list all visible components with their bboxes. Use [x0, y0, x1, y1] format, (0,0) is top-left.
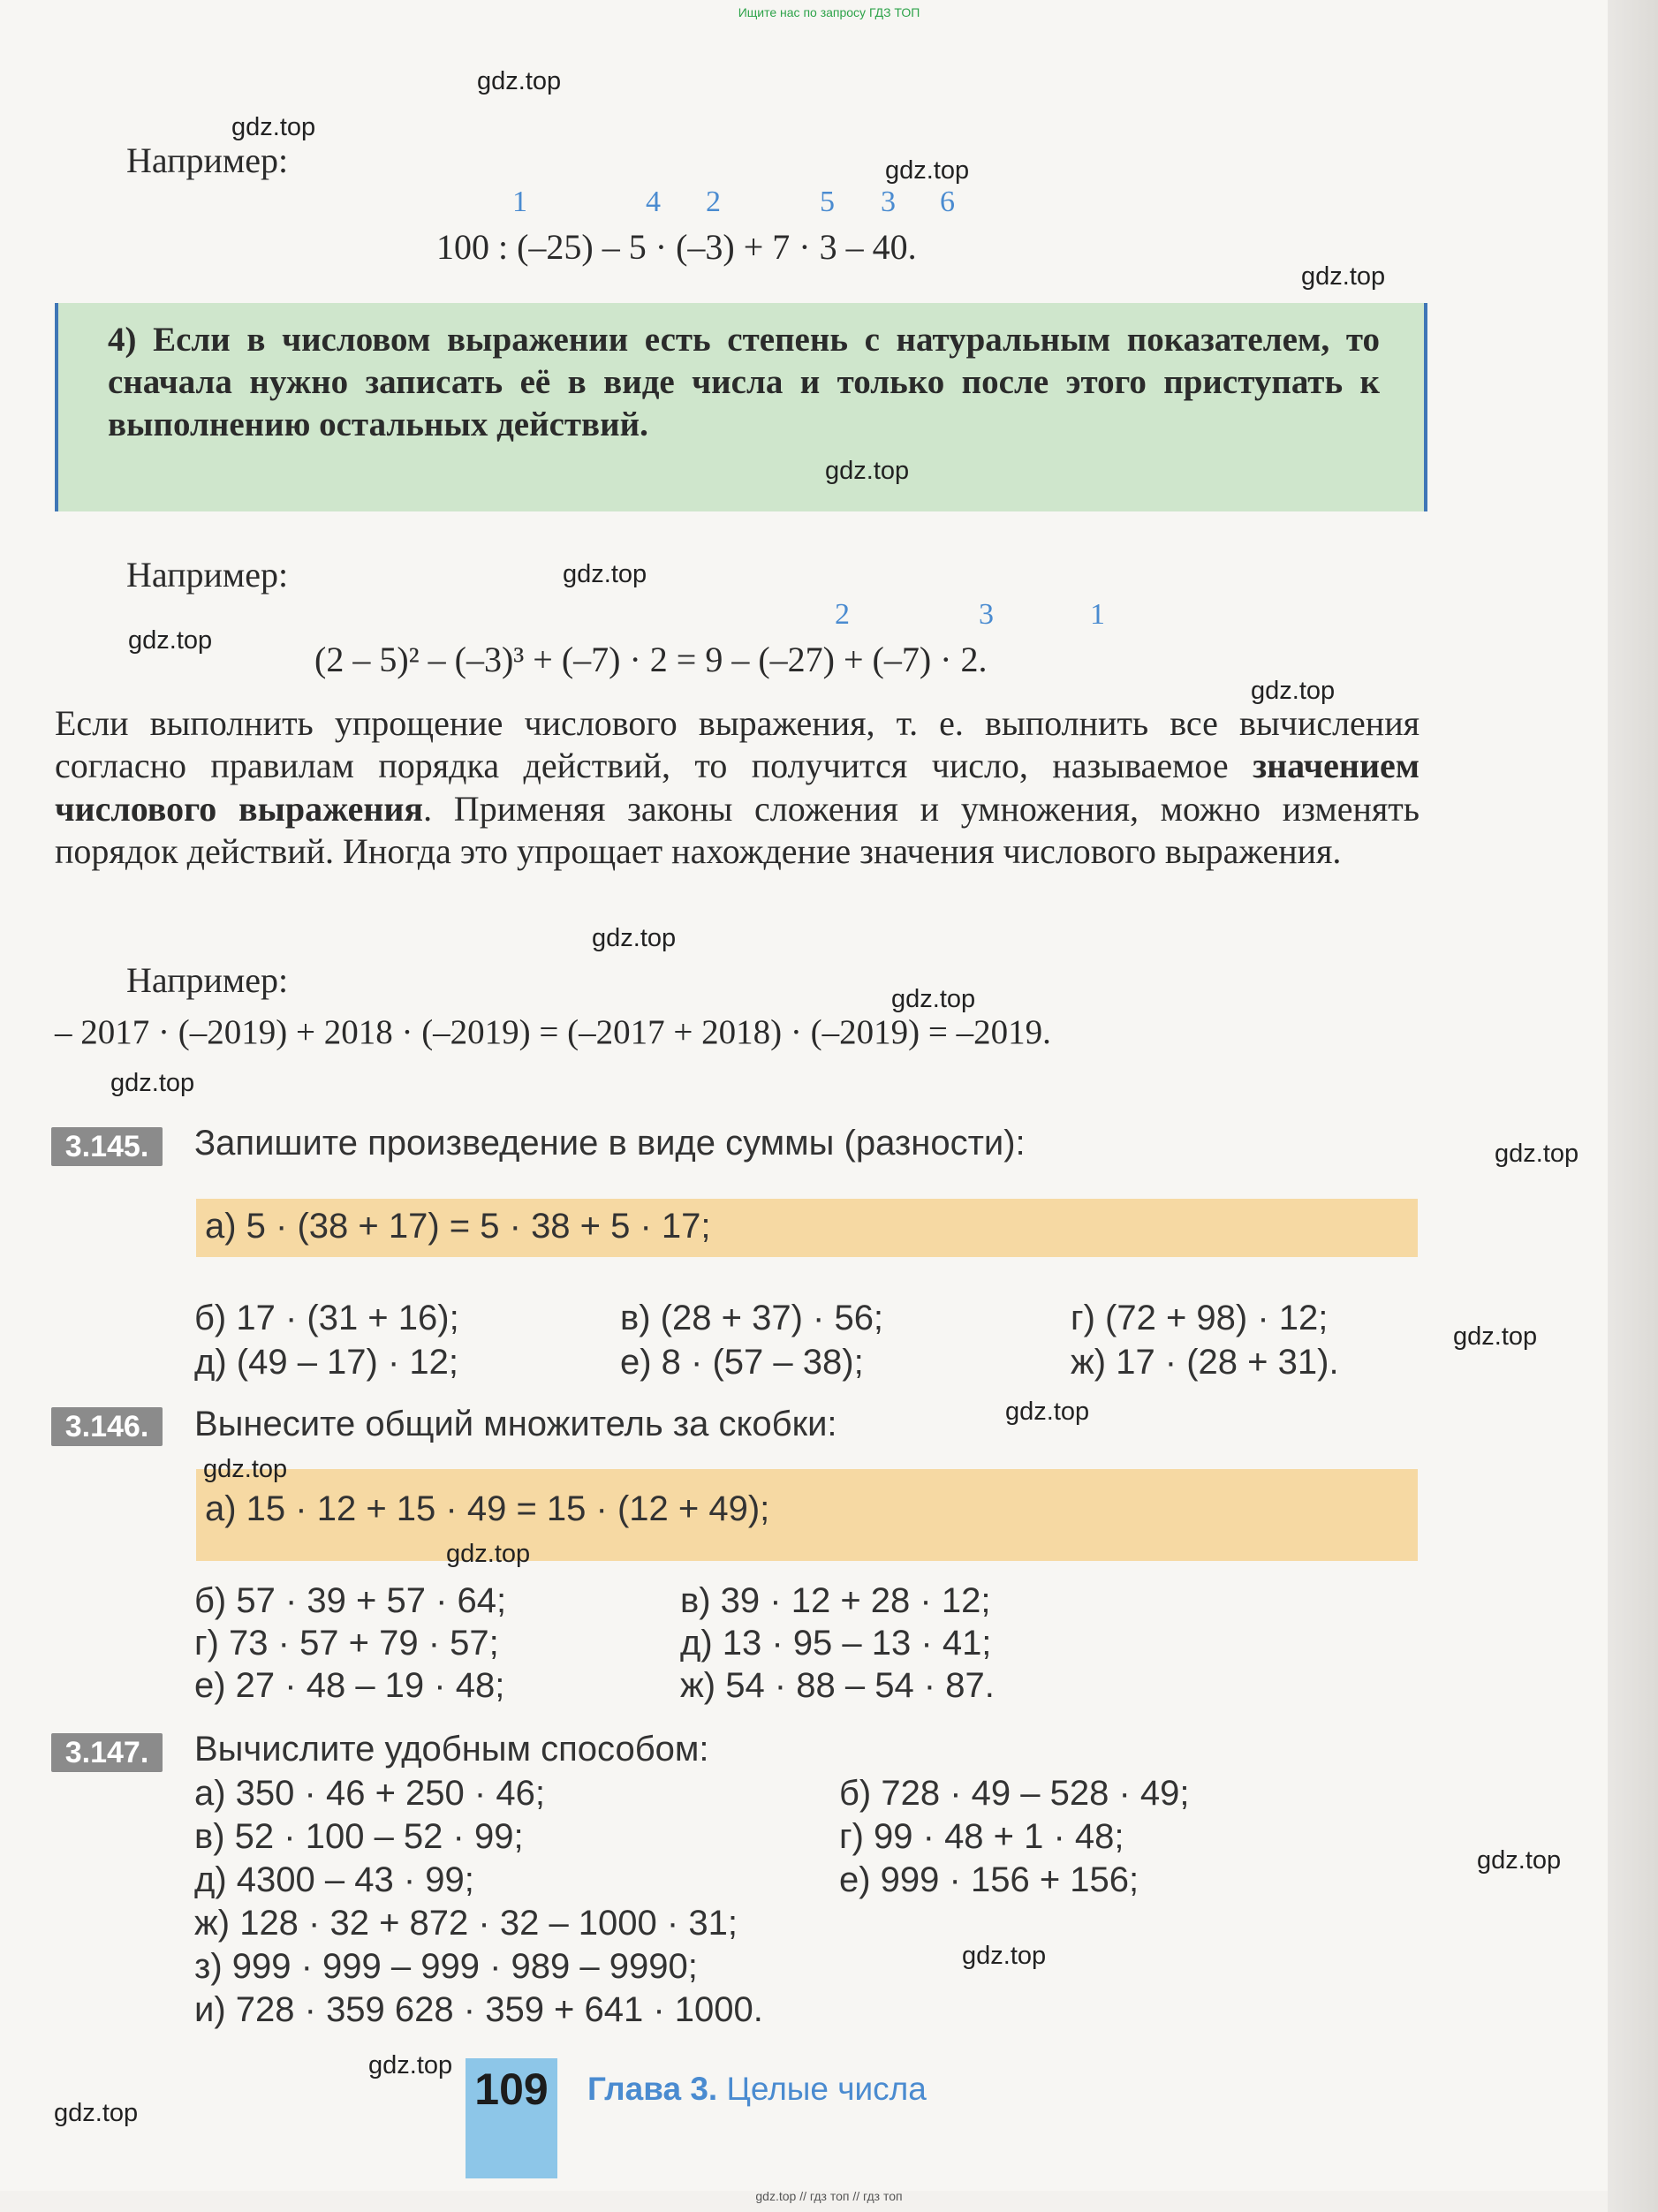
order-number: 1 [512, 186, 527, 218]
task-item: з) 999 · 999 – 999 · 989 – 9990; [194, 1947, 698, 1986]
chapter-label: Глава 3. [587, 2071, 718, 2107]
paragraph-part-2: . Применяя законы сложения и умножения, можно изменять порядок действий. Иногда это упрощает нахождение значения числового выражения. [55, 788, 1420, 871]
order-number: 3 [979, 598, 994, 631]
order-number: 5 [820, 186, 835, 218]
task-item: в) 39 · 12 + 28 · 12; [680, 1581, 991, 1620]
task-number-3-147: 3.147. [51, 1733, 163, 1772]
example-label-3: Например: [126, 960, 289, 1000]
order-number: 2 [706, 186, 721, 218]
task-title-3-147: Вычислите удобным способом: [194, 1730, 709, 1769]
top-note[interactable]: Ищите нас по запросу ГДЗ ТОП [738, 5, 920, 19]
watermark: gdz.top [1301, 262, 1386, 291]
task-title-3-145: Запишите произведение в виде суммы (разности): [194, 1124, 1026, 1163]
example-formula-2: (2 – 5)² – (–3)³ + (–7) · 2 = 9 – (–27) + (–7) · 2. [314, 640, 988, 679]
task-item: ж) 54 · 88 – 54 · 87. [680, 1666, 995, 1705]
watermark: gdz.top [128, 626, 213, 655]
watermark: gdz.top [54, 2099, 139, 2127]
order-number: 3 [881, 186, 896, 218]
watermark: gdz.top [110, 1069, 195, 1097]
bottom-note[interactable]: gdz.top // гдз топ // гдз топ [755, 2189, 903, 2203]
watermark: gdz.top [446, 1540, 531, 1568]
task-item: ж) 17 · (28 + 31). [1071, 1343, 1339, 1382]
task-item: д) 13 · 95 – 13 · 41; [680, 1624, 992, 1663]
order-number: 4 [646, 186, 661, 218]
watermark: gdz.top [203, 1455, 288, 1483]
task-item: г) (72 + 98) · 12; [1071, 1299, 1329, 1337]
task-sample-3-145: а) 5 · (38 + 17) = 5 · 38 + 5 · 17; [205, 1207, 711, 1246]
watermark: gdz.top [1495, 1140, 1579, 1168]
task-item: в) 52 · 100 – 52 · 99; [194, 1817, 524, 1856]
task-item: е) 999 · 156 + 156; [839, 1860, 1139, 1899]
task-sample-3-146: а) 15 · 12 + 15 · 49 = 15 · (12 + 49); [205, 1489, 770, 1528]
paragraph-part-1: Если выполнить упрощение числового выражения, т. е. выполнить все вычисления согласно правилам порядка действий, то получится число, называемое [55, 703, 1420, 786]
watermark: gdz.top [891, 985, 976, 1013]
task-item: е) 27 · 48 – 19 · 48; [194, 1666, 505, 1705]
example-formula-3: – 2017 · (–2019) + 2018 · (–2019) = (–2017 + 2018) · (–2019) = –2019. [55, 1013, 1051, 1051]
task-item: д) (49 – 17) · 12; [194, 1343, 459, 1382]
watermark: gdz.top [477, 67, 562, 95]
example-label-1: Например: [126, 140, 289, 180]
task-title-3-146: Вынесите общий множитель за скобки: [194, 1405, 837, 1443]
watermark: gdz.top [885, 156, 970, 185]
task-item: г) 73 · 57 + 79 · 57; [194, 1624, 499, 1663]
task-number-3-146: 3.146. [51, 1407, 163, 1446]
page-number: 109 [474, 2064, 549, 2114]
watermark: gdz.top [231, 113, 316, 141]
paragraph-term: значением числового выражения [55, 746, 1420, 829]
rule-text: 4) Если в числовом выражении есть степень с натуральным показателем, то сначала нужно записать её в виде числа и только после этого приступать к выполнению остальных действий. [108, 321, 1380, 443]
example-formula-1: 100 : (–25) – 5 · (–3) + 7 · 3 – 40. [436, 227, 917, 267]
task-item: е) 8 · (57 – 38); [620, 1343, 864, 1382]
task-item: г) 99 · 48 + 1 · 48; [839, 1817, 1124, 1856]
task-item: б) 57 · 39 + 57 · 64; [194, 1581, 507, 1620]
watermark: gdz.top [1005, 1398, 1090, 1426]
order-number: 1 [1090, 598, 1105, 631]
watermark: gdz.top [1453, 1322, 1538, 1351]
watermark: gdz.top [1477, 1846, 1562, 1875]
task-item: б) 728 · 49 – 528 · 49; [839, 1774, 1190, 1813]
task-number-3-145: 3.145. [51, 1127, 163, 1166]
task-item: ж) 128 · 32 + 872 · 32 – 1000 · 31; [194, 1904, 738, 1943]
watermark: gdz.top [563, 560, 647, 588]
watermark: gdz.top [1251, 677, 1336, 705]
task-item: в) (28 + 37) · 56; [620, 1299, 884, 1337]
chapter-footer [587, 2071, 927, 2108]
page-edge-shadow [1608, 0, 1658, 2212]
example-label-2: Например: [126, 555, 289, 595]
task-item: б) 17 · (31 + 16); [194, 1299, 459, 1337]
watermark: gdz.top [592, 924, 677, 952]
task-item: д) 4300 – 43 · 99; [194, 1860, 474, 1899]
watermark: gdz.top [825, 457, 910, 485]
order-number: 2 [835, 598, 850, 631]
rule-box [55, 303, 1427, 511]
watermark: gdz.top [962, 1942, 1047, 1970]
chapter-title: Целые числа [726, 2071, 927, 2107]
order-number: 6 [940, 186, 955, 218]
definition-paragraph [55, 702, 1420, 873]
task-item: и) 728 · 359 628 · 359 + 641 · 1000. [194, 1990, 763, 2029]
task-item: а) 350 · 46 + 250 · 46; [194, 1774, 545, 1813]
watermark: gdz.top [368, 2051, 453, 2079]
